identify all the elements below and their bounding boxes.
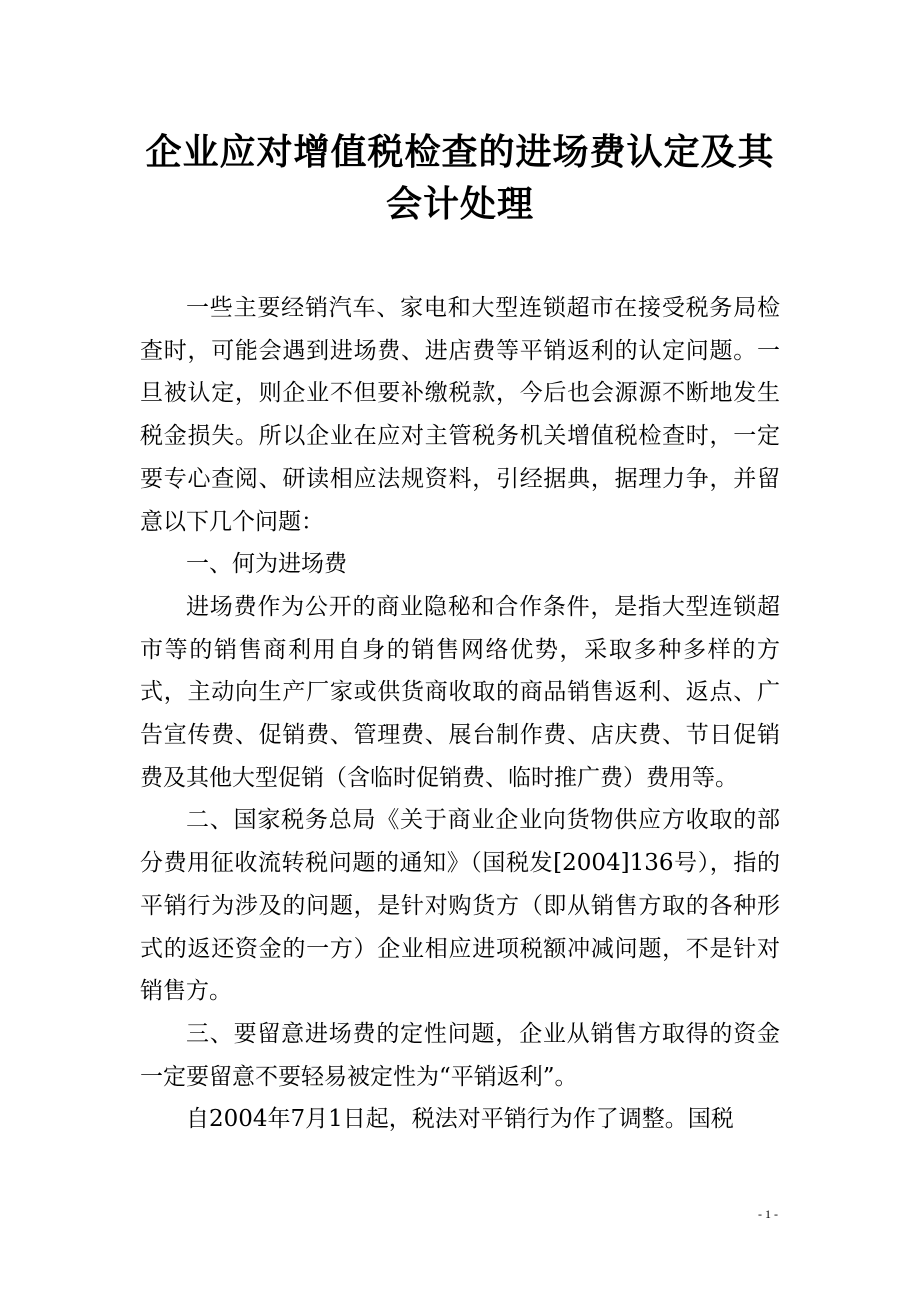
- paragraph-qualification: 三、要留意进场费的定性问题，企业从销售方取得的资金一定要留意不要轻易被定性为“平销返利”。: [140, 1020, 780, 1090]
- paragraph-notice: 二、国家税务总局《关于商业企业向货物供应方收取的部分费用征收流转税问题的通知》（国税发[2004]136号），指的平销行为涉及的问题，是针对购货方（即从销售方取的各种形式的返还资金的一方）企业相应进项税额冲减问题，不是针对销售方。: [140, 807, 780, 1005]
- section-heading-1: 一、何为进场费: [186, 551, 347, 578]
- paragraph-date: 自2004年7月1日起，税法对平销行为作了调整。国税: [186, 1106, 734, 1133]
- page-number: - 1 -: [758, 1207, 778, 1221]
- paragraph-intro: 一些主要经销汽车、家电和大型连锁超市在接受税务局检查时，可能会遇到进场费、进店费等平销返利的认定问题。一旦被认定，则企业不但要补缴税款，今后也会源源不断地发生税金损失。所以企业在应对主管税务机关增值税检查时，一定要专心查阅、研读相应法规资料，引经据典，据理力争，并留意以下几个问题：: [140, 295, 780, 535]
- paragraph-definition: 进场费作为公开的商业隐秘和合作条件，是指大型连锁超市等的销售商利用自身的销售网络优势，采取多种多样的方式，主动向生产厂家或供货商收取的商品销售返利、返点、广告宣传费、促销费、管理费、展台制作费、店庆费、节日促销费及其他大型促销（含临时促销费、临时推广费）费用等。: [140, 593, 780, 791]
- document-body: [140, 287, 780, 1141]
- document-title: 企业应对增值税检查的进场费认定及其会计处理: [145, 131, 775, 225]
